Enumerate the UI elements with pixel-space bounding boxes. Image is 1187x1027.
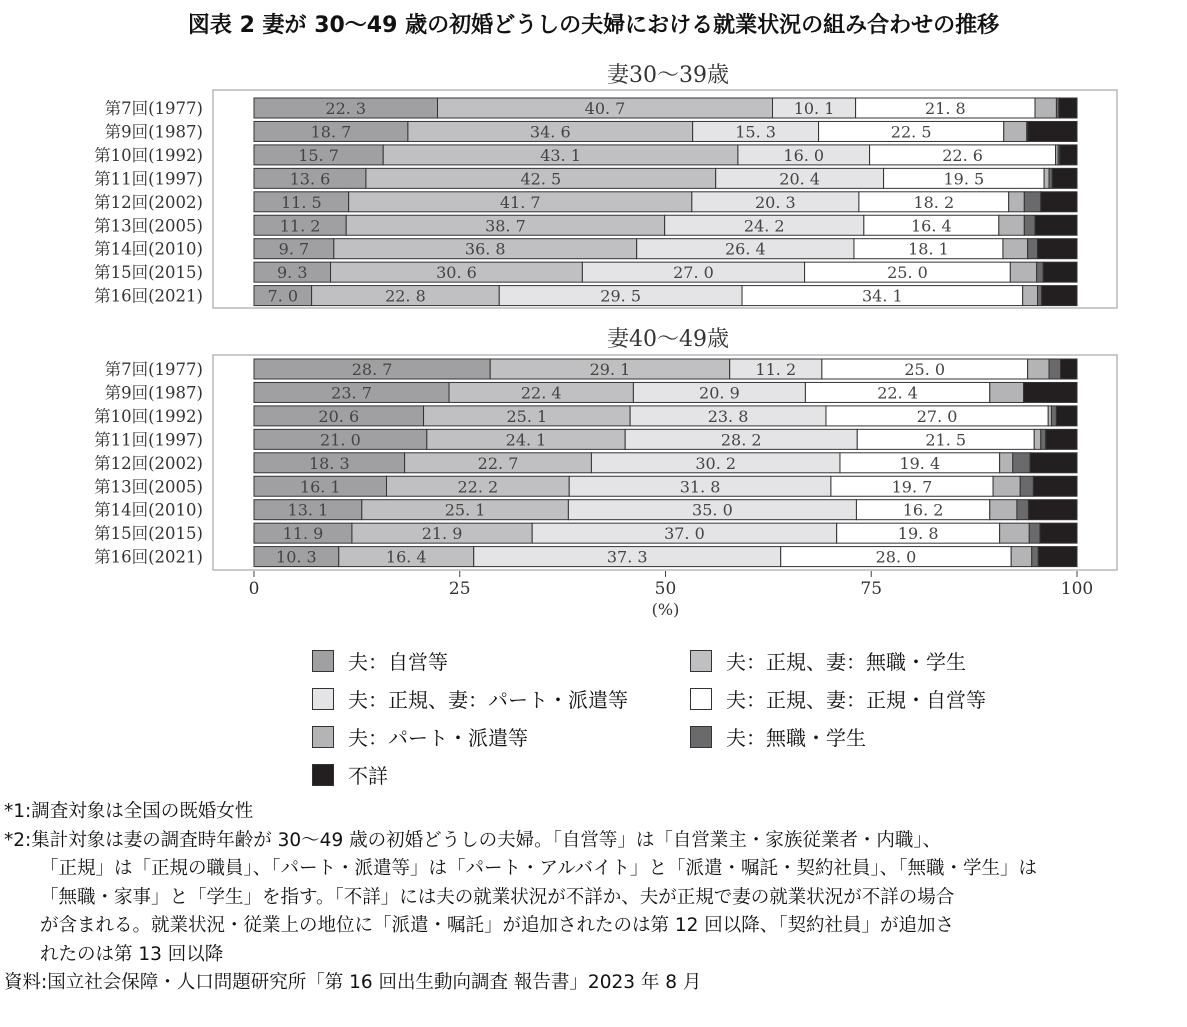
data-label: 43. 1 — [540, 145, 581, 165]
data-label: 27. 0 — [916, 406, 958, 426]
bar-segment — [1041, 192, 1077, 212]
legend-swatch — [312, 726, 334, 748]
notes — [4, 798, 1184, 998]
bar-segment — [1030, 453, 1077, 473]
bar-segment — [1037, 239, 1077, 259]
bar-segment — [1035, 98, 1056, 118]
bar-segment — [1011, 547, 1032, 567]
bar-segment — [1035, 215, 1077, 235]
category-label: 第14回(2010) — [94, 239, 203, 259]
bar-segment — [1061, 359, 1077, 379]
bar-segment — [1044, 168, 1049, 188]
legend-item — [690, 684, 986, 713]
legend-label: 不詳 — [348, 764, 388, 788]
bar-segment — [1037, 286, 1041, 306]
data-label: 41. 7 — [499, 192, 541, 212]
data-label: 21. 5 — [925, 430, 967, 450]
data-label: 24. 1 — [505, 430, 547, 450]
bar-segment — [1052, 168, 1077, 188]
bar-segment — [1024, 215, 1035, 235]
data-label: 18. 1 — [908, 239, 949, 259]
data-label: 22. 5 — [890, 122, 932, 142]
bar-segment — [1010, 262, 1036, 282]
data-label: 16. 2 — [902, 500, 944, 520]
data-label: 11. 5 — [280, 192, 322, 212]
data-label: 22. 4 — [520, 383, 562, 403]
bar-segment — [1024, 382, 1077, 402]
bar-segment — [1009, 192, 1025, 212]
figure-title: 図表 2 妻が 30～49 歳の初婚どうしの夫婦における就業状況の組み合わせの推移 — [187, 13, 1000, 38]
bar-segment — [993, 476, 1020, 496]
note-1: *1:調査対象は全国の既婚女性 — [4, 801, 254, 822]
bar-segment — [1033, 476, 1077, 496]
x-axis-label: (%) — [651, 600, 680, 619]
data-label: 21. 9 — [421, 524, 463, 544]
data-label: 26. 4 — [724, 239, 766, 259]
data-label: 22. 4 — [877, 383, 918, 403]
bar-segment — [1059, 98, 1077, 118]
data-label: 16. 4 — [910, 216, 952, 236]
x-tick-label: 100 — [1060, 579, 1094, 599]
bar-segment — [1034, 429, 1041, 449]
data-label: 19. 5 — [943, 169, 985, 189]
data-label: 20. 3 — [755, 192, 796, 212]
legend-swatch — [312, 688, 334, 710]
bar-segment — [1032, 547, 1039, 567]
category-label: 第10回(1992) — [94, 406, 203, 426]
data-label: 20. 4 — [779, 169, 821, 189]
note-2-cont: れたのは第 13 回以降 — [40, 943, 224, 965]
bar-segment — [1049, 359, 1061, 379]
data-label: 36. 8 — [464, 239, 506, 259]
data-label: 13. 1 — [287, 500, 329, 520]
panel-title: 妻30～39歳 — [607, 63, 729, 88]
legend-swatch — [690, 688, 712, 710]
data-label: 15. 7 — [298, 145, 339, 165]
data-label: 9. 3 — [277, 263, 308, 283]
bar-segment — [1028, 500, 1077, 520]
data-label: 31. 8 — [679, 477, 721, 497]
category-label: 第12回(2002) — [94, 453, 203, 473]
data-label: 30. 6 — [436, 263, 477, 283]
legend-label: 夫：パート・派遣等 — [348, 726, 528, 750]
data-label: 22. 2 — [457, 477, 499, 497]
data-label: 22. 8 — [385, 286, 426, 306]
data-label: 11. 9 — [282, 524, 324, 544]
data-label: 38. 7 — [485, 216, 526, 236]
category-label: 第12回(2002) — [94, 192, 203, 212]
data-label: 30. 2 — [695, 453, 737, 473]
data-label: 25. 0 — [904, 360, 946, 379]
category-label: 第11回(1997) — [94, 169, 203, 189]
legend-item — [690, 646, 966, 675]
data-label: 7. 0 — [267, 286, 299, 306]
category-label: 第16回(2021) — [94, 286, 203, 306]
data-label: 28. 2 — [720, 430, 762, 450]
data-label: 20. 6 — [318, 406, 360, 426]
legend-item — [312, 684, 628, 713]
bar-segment — [1023, 286, 1038, 306]
data-label: 27. 0 — [673, 263, 714, 283]
data-label: 25. 0 — [887, 263, 928, 283]
data-label: 15. 3 — [735, 122, 776, 142]
bar-segment — [990, 382, 1024, 402]
bar-segment — [1029, 523, 1040, 543]
category-label: 第14回(2010) — [94, 500, 203, 520]
data-label: 22. 3 — [325, 99, 367, 118]
category-label: 第11回(1997) — [94, 430, 203, 450]
data-label: 22. 7 — [477, 453, 519, 473]
data-label: 42. 5 — [520, 169, 562, 189]
data-label: 25. 1 — [506, 406, 548, 426]
x-tick-label: 25 — [448, 579, 471, 599]
bar-segment — [1028, 359, 1049, 379]
data-label: 19. 4 — [899, 453, 941, 473]
data-label: 18. 7 — [310, 122, 352, 142]
category-label: 第13回(2005) — [94, 216, 203, 236]
data-label: 24. 2 — [743, 216, 785, 236]
note-2-cont: 「無職・家事」と「学生」を指す。「不詳」には夫の就業状況が不詳か、夫が正規で妻の就業状況が不詳の場合 — [40, 886, 955, 908]
data-label: 10. 3 — [276, 547, 317, 567]
panel-title: 妻40～49歳 — [607, 327, 729, 352]
data-label: 19. 7 — [891, 477, 933, 497]
category-label: 第16回(2021) — [94, 547, 203, 567]
legend-label: 夫：正規、妻：パート・派遣等 — [348, 688, 628, 712]
x-tick-label: 0 — [248, 579, 260, 599]
bar-segment — [1024, 192, 1040, 212]
bar-segment — [1003, 239, 1028, 259]
data-label: 11. 2 — [755, 360, 797, 379]
note-2-cont: 「正規」は「正規の職員」、「パート・派遣等」は「パート・アルバイト」と「派遣・嘱託・契約社員」、「無職・学生」は — [40, 858, 1037, 879]
bar-segment — [1037, 262, 1044, 282]
data-label: 20. 9 — [699, 383, 740, 403]
data-label: 29. 5 — [600, 286, 642, 306]
x-tick-label: 50 — [654, 579, 677, 599]
legend-item — [312, 760, 388, 789]
data-label: 11. 2 — [279, 216, 321, 236]
bar-segment — [1051, 406, 1056, 426]
bar-segment — [1040, 523, 1077, 543]
bar-segment — [1020, 476, 1033, 496]
data-label: 21. 0 — [320, 430, 361, 450]
bar-segment — [1041, 429, 1046, 449]
data-label: 16. 1 — [299, 477, 341, 497]
legend-swatch — [312, 650, 334, 672]
data-label: 22. 6 — [942, 145, 983, 165]
legend-item — [312, 722, 528, 751]
data-label: 18. 3 — [308, 453, 350, 473]
category-label: 第15回(2015) — [94, 263, 203, 283]
data-label: 10. 1 — [793, 99, 835, 118]
category-label: 第7回(1977) — [104, 99, 203, 118]
data-label: 16. 4 — [385, 547, 427, 567]
bar-segment — [1028, 239, 1038, 259]
data-label: 9. 7 — [278, 239, 310, 259]
source: 資料:国立社会保障・人口問題研究所「第 16 回出生動向調査 報告書」2023 年 8 月 — [4, 972, 702, 993]
bar-segment — [1028, 121, 1077, 141]
data-label: 34. 1 — [862, 286, 903, 306]
legend-item — [312, 646, 448, 675]
note-2-cont: が含まれる。就業状況・従業上の地位に「派遣・嘱託」が追加されたのは第 12 回以降、「契約社員」が追加さ — [40, 915, 955, 936]
legend-label: 夫：無職・学生 — [726, 726, 866, 750]
data-label: 18. 2 — [913, 192, 955, 212]
category-label: 第15回(2015) — [94, 524, 203, 544]
data-label: 21. 8 — [924, 99, 966, 118]
legend-item — [690, 722, 866, 751]
legend-swatch — [690, 726, 712, 748]
data-label: 34. 6 — [529, 122, 571, 142]
bar-segment — [1042, 286, 1077, 306]
bar-segment — [1017, 500, 1029, 520]
bar-segment — [1038, 547, 1077, 567]
legend-swatch — [690, 650, 712, 672]
bar-segment — [1056, 406, 1077, 426]
bar-segment — [990, 500, 1017, 520]
data-label: 19. 8 — [897, 524, 939, 544]
data-label: 28. 0 — [875, 547, 917, 567]
x-tick-label: 75 — [860, 579, 883, 599]
category-label: 第7回(1977) — [104, 360, 203, 379]
data-label: 37. 0 — [664, 524, 705, 544]
data-label: 13. 6 — [289, 169, 331, 189]
note-2: *2:集計対象は妻の調査時年齢が 30～49 歳の初婚どうしの夫婦。「自営等」は「自営業主・家族従業者・内職」、 — [4, 829, 942, 851]
legend-label: 夫：正規、妻：無職・学生 — [726, 650, 966, 674]
category-label: 第10回(1992) — [94, 145, 203, 165]
category-label: 第9回(1987) — [104, 383, 203, 403]
data-label: 37. 3 — [606, 547, 648, 567]
data-label: 29. 1 — [589, 360, 631, 379]
data-label: 35. 0 — [692, 500, 733, 520]
data-label: 40. 7 — [584, 99, 626, 118]
bar-segment — [1043, 262, 1077, 282]
legend-label: 夫：正規、妻：正規・自営等 — [726, 688, 986, 712]
legend-swatch — [312, 764, 334, 786]
data-label: 16. 0 — [783, 145, 825, 165]
data-label: 28. 7 — [351, 360, 393, 379]
data-label: 25. 1 — [444, 500, 486, 520]
category-label: 第13回(2005) — [94, 477, 203, 497]
bar-segment — [1000, 523, 1030, 543]
bar-segment — [1013, 453, 1030, 473]
data-label: 23. 8 — [707, 406, 749, 426]
category-label: 第9回(1987) — [104, 122, 203, 142]
bar-segment — [999, 215, 1025, 235]
legend-label: 夫：自営等 — [348, 650, 448, 674]
data-label: 23. 7 — [331, 383, 372, 403]
bar-segment — [1000, 453, 1013, 473]
bar-segment — [1004, 121, 1027, 141]
bar-segment — [1060, 145, 1077, 165]
bar-segment — [1046, 429, 1077, 449]
